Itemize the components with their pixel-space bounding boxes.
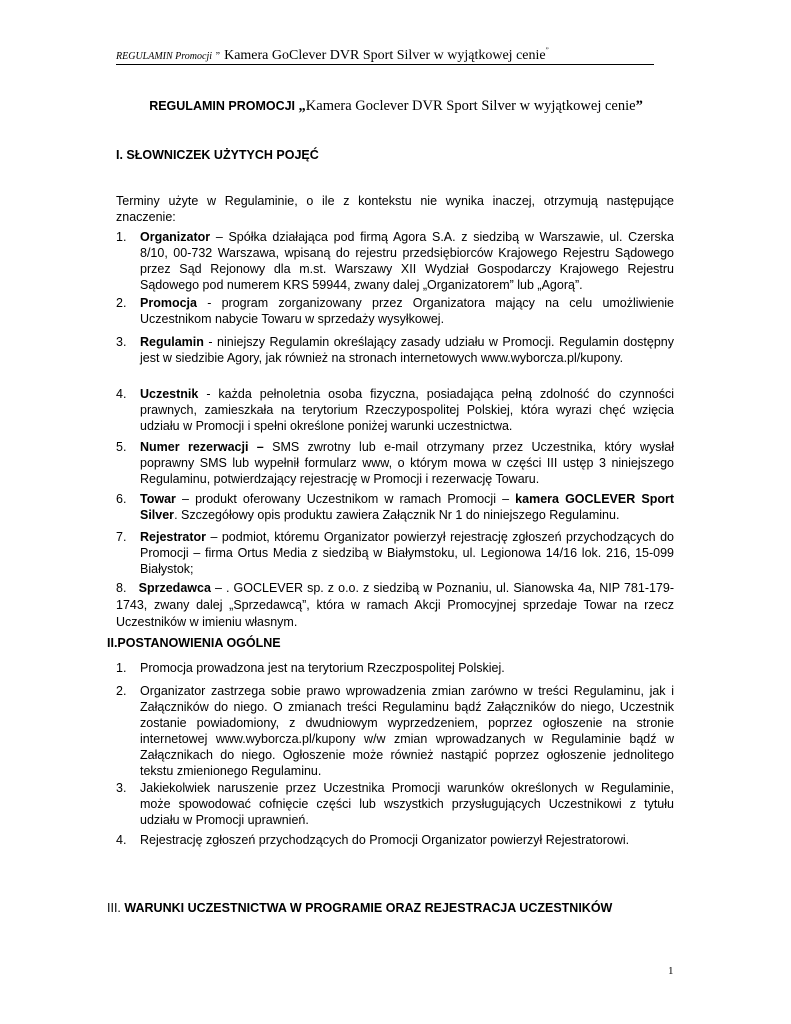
item-number: 4. bbox=[116, 387, 127, 401]
definition-text: – produkt oferowany Uczestnikom w ramach Promocji – bbox=[175, 492, 516, 506]
definition-text: – . GOCLEVER sp. z o.o. z siedzibą w Poznaniu, ul. Sianowska 4a, NIP 781-179-1743, zwany dalej „Sprzedawcą”, która w ramach Akcji Promocyjnej sprzedaje Towar na rzecz Uczestników w imieniu własnym. bbox=[116, 581, 674, 629]
page-number: 1 bbox=[668, 965, 674, 977]
definition-text: – Spółka działająca pod firmą Agora S.A. z siedzibą w Warszawie, ul. Czerska 8/10, 00-732 Warszawa, wpisaną do rejestru przedsiębiorców Krajowego Rejestru Sądowego przez Sąd Rejonowy dla m.st. Warszawy XII Wydział Gospodarczy Krajowego Rejestru Sądowego pod numerem KRS 59944, zwany dalej „Organizatorem” lub „Agorą”. bbox=[140, 230, 674, 292]
running-header-suffix: ” bbox=[545, 46, 549, 55]
item-number: 3. bbox=[116, 335, 127, 349]
item-number: 4. bbox=[116, 833, 127, 847]
provision-text: Promocja prowadzona jest na terytorium Rzeczpospolitej Polskiej. bbox=[140, 661, 505, 675]
running-header-prefix: REGULAMIN Promocji ” bbox=[116, 51, 221, 62]
provision-text: Rejestrację zgłoszeń przychodzących do Promocji Organizator powierzył Rejestratorowi. bbox=[140, 833, 630, 847]
item-number: 2. bbox=[116, 296, 127, 310]
item-number: 2. bbox=[116, 684, 127, 698]
item-number: 5. bbox=[116, 440, 127, 454]
definition-text-continued: . Szczegółowy opis produktu zawiera Załącznik Nr 1 do niniejszego Regulaminu. bbox=[174, 508, 620, 522]
definition-term: Organizator bbox=[140, 230, 211, 244]
document-title-open-quote: „ bbox=[298, 98, 306, 114]
section-3-heading bbox=[107, 901, 612, 915]
definition-text: - program zorganizowany przez Organizatora mający na celu umożliwienie Uczestnikom nabycie Towaru w sprzedaży wysyłkowej. bbox=[140, 296, 674, 326]
definition-text: - każda pełnoletnia osoba fizyczna, posiadająca pełną zdolność do czynności prawnych, zamieszkała na terytorium Rzeczypospolitej Polskiej, która wyrazi chęć wzięcia udziału w Promocji i spełni określone poniżej warunki uczestnictwa. bbox=[140, 387, 674, 433]
document-title-close-quote: ” bbox=[635, 98, 643, 114]
product-name: kamera GOCLEVER Sport Silver bbox=[140, 492, 674, 522]
document-title-label: REGULAMIN PROMOCJI bbox=[149, 99, 296, 113]
definition-term: Sprzedawca bbox=[138, 581, 211, 595]
running-header bbox=[116, 46, 654, 64]
section-3-title: WARUNKI UCZESTNICTWA W PROGRAMIE ORAZ REJESTRACJA UCZESTNIKÓW bbox=[124, 901, 613, 915]
header-rule bbox=[116, 64, 654, 65]
definition-term: Regulamin bbox=[140, 335, 204, 349]
item-number: 3. bbox=[116, 781, 127, 795]
definition-term: Promocja bbox=[140, 296, 197, 310]
item-number: 1. bbox=[116, 230, 127, 244]
definition-term: Rejestrator bbox=[140, 530, 206, 544]
section-2-heading: II.POSTANOWIENIA OGÓLNE bbox=[107, 636, 281, 650]
document-title-name: Kamera Goclever DVR Sport Silver w wyjątkowej cenie bbox=[305, 98, 636, 114]
document-title bbox=[116, 98, 676, 115]
item-number: 1. bbox=[116, 661, 127, 675]
item-number: 7. bbox=[116, 530, 127, 544]
definition-text: - niniejszy Regulamin określający zasady udziału w Promocji. Regulamin dostępny jest w siedzibie Agory, jak również na stronach internetowych www.wyborcza.pl/kupony. bbox=[140, 335, 674, 365]
definition-term: Uczestnik bbox=[140, 387, 199, 401]
item-number: 8. bbox=[116, 581, 127, 595]
section-1-heading: I. SŁOWNICZEK UŻYTYCH POJĘĆ bbox=[116, 148, 319, 162]
running-header-title: Kamera GoClever DVR Sport Silver w wyjątkowej cenie bbox=[224, 48, 546, 63]
provision-text: Jakiekolwiek naruszenie przez Uczestnika Promocji warunków określonych w Regulaminie, może spowodować cofnięcie części lub wszystkich przysługujących Uczestnikowi z tytułu udziału w Promocji uprawnień. bbox=[140, 781, 674, 827]
provision-text: Organizator zastrzega sobie prawo wprowadzenia zmian zarówno w treści Regulaminu, jak i Załączników do niego. O zmianach treści Regulaminu bądź Załączników do niego, Uczestnik zostanie powiadomiony, z dwudniowym wyprzedzeniem, poprzez ogłoszenie na stronie internetowej www.wyborcza.pl/kupony w/w zmian wprowadzanych w Regulaminie bądź w Załącznikach do niego. Ogłoszenie może również nastąpić poprzez ogłoszenie jednolitego tekstu zmienionego Regulaminu. bbox=[140, 684, 674, 778]
section-1-intro: Terminy użyte w Regulaminie, o ile z kontekstu nie wynika inaczej, otrzymują następujące znaczenie: bbox=[116, 194, 674, 224]
definition-text: – podmiot, któremu Organizator powierzył rejestrację zgłoszeń przychodzących do Promocji – firma Ortus Media z siedzibą w Białymstoku, ul. Legionowa 14/16 lok. 216, 15-099 Białystok; bbox=[140, 530, 674, 576]
item-number: 6. bbox=[116, 492, 127, 506]
definition-term: Numer rezerwacji – bbox=[140, 440, 264, 454]
definition-item bbox=[116, 580, 674, 631]
definition-term: Towar bbox=[140, 492, 176, 506]
section-3-number: III. bbox=[107, 901, 121, 915]
definition-text: SMS zwrotny lub e-mail otrzymany przez Uczestnika, który wysłał poprawny SMS lub wypełnił formularz www, o którym mowa w części III ustęp 3 niniejszego Regulaminu, potwierdzający rejestrację w Promocji i rezerwację Towaru. bbox=[140, 440, 674, 486]
